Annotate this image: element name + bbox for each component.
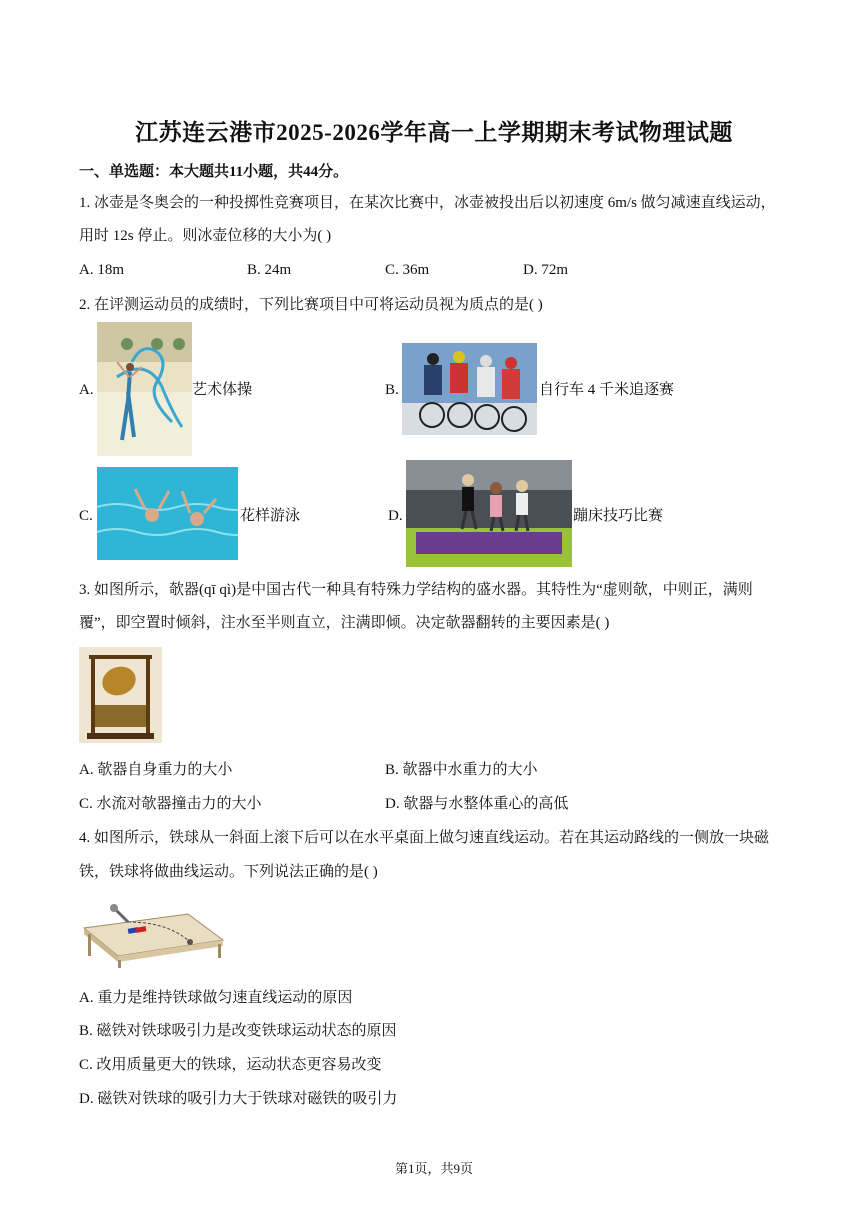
section-heading: 一、单选题：本大题共11小题，共44分。 [79,164,349,180]
q4-option-b: B. 磁铁对铁球吸引力是改变铁球运动状态的原因 [79,1023,397,1039]
q4-option-c: C. 改用质量更大的铁球，运动状态更容易改变 [79,1057,382,1073]
q3-option-b: B. 欹器中水重力的大小 [385,762,538,778]
question-4-line-2: 铁，铁球将做曲线运动。下列说法正确的是( ) [79,864,378,880]
question-1-line-2: 用时 12s 停止。则冰壶位移的大小为( ) [79,228,332,244]
qiqi-vessel-photo [79,647,162,743]
cycling-photo [402,343,537,435]
page-title: 江苏连云港市2025-2026学年高一上学期期末考试物理试题 [135,120,733,145]
q1-option-d: D. 72m [523,262,568,278]
q3-option-a: A. 欹器自身重力的大小 [79,762,233,778]
q1-option-b: B. 24m [247,262,292,278]
page-footer: 第1页，共9页 [394,1161,473,1176]
q2-option-d-letter: D. [388,508,403,524]
q2-option-c-label: 花样游泳 [240,508,301,524]
q2-option-b-letter: B. [385,382,399,398]
q1-option-c: C. 36m [385,262,430,278]
q2-option-c-letter: C. [79,508,93,524]
q1-option-a: A. 18m [79,262,124,278]
question-1-line-1: 1. 冰壶是冬奥会的一种投掷性竞赛项目，在某次比赛中，冰壶被投出后以初速度 6m/s 做匀减速直线运动， [79,195,776,211]
question-2-stem: 2. 在评测运动员的成绩时，下列比赛项目中可将运动员视为质点的是( ) [79,297,543,313]
q3-option-c: C. 水流对欹器撞击力的大小 [79,796,262,812]
question-3-line-2: 覆”，即空置时倾斜，注水至半则直立，注满即倾。决定欹器翻转的主要因素是( ) [79,615,610,631]
question-3-line-1: 3. 如图所示，欹器(qī qì)是中国古代一种具有特殊力学结构的盛水器。其特性为“虚则欹，中则正，满则 [79,582,753,598]
q3-option-d: D. 欹器与水整体重心的高低 [385,796,569,812]
trampoline-photo [406,460,572,567]
q4-option-a: A. 重力是维持铁球做匀速直线运动的原因 [79,990,353,1006]
q2-option-b-label: 自行车 4 千米追逐赛 [539,382,675,398]
q2-option-a-letter: A. [79,382,94,398]
q2-option-d-label: 蹦床技巧比赛 [573,508,664,524]
q4-option-d: D. 磁铁对铁球的吸引力大于铁球对磁铁的吸引力 [79,1091,398,1107]
q2-option-a-label: 艺术体操 [192,382,253,398]
gymnastics-photo [97,322,192,456]
swimming-photo [97,467,238,560]
magnet-table-diagram [80,900,225,970]
question-4-line-1: 4. 如图所示，铁球从一斜面上滚下后可以在水平桌面上做匀速直线运动。若在其运动路线的一侧放一块磁 [79,830,770,846]
